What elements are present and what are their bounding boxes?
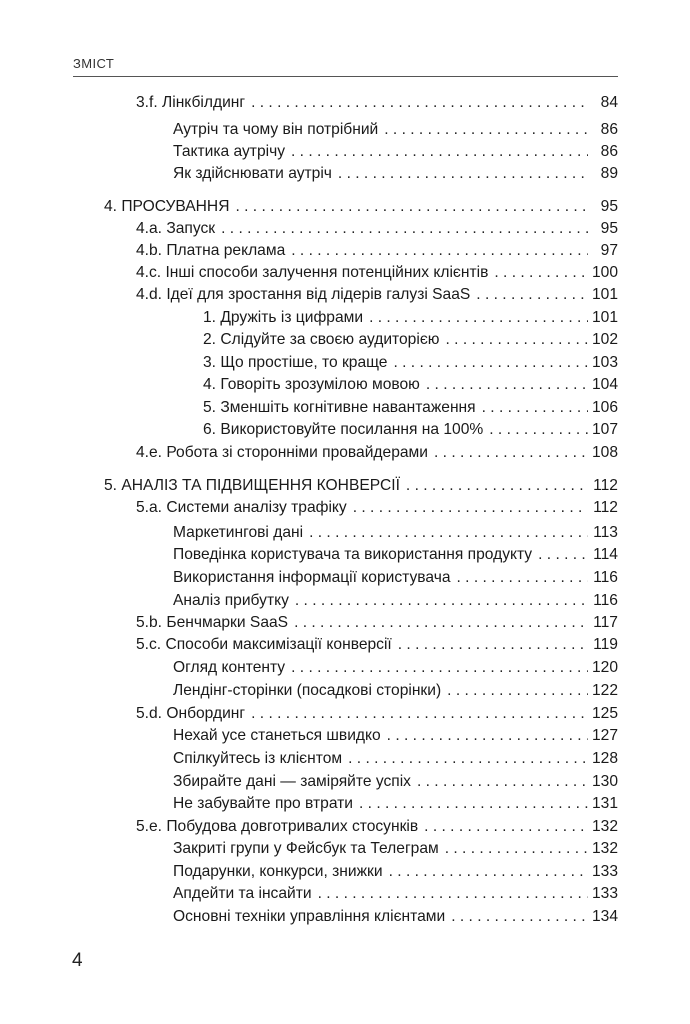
leader-dots	[251, 92, 588, 114]
toc-entry[interactable]	[173, 119, 618, 141]
toc-entry[interactable]	[173, 838, 618, 860]
toc-entry-title: 4.e. Робота зі сторонніми провайдерами	[136, 444, 428, 461]
toc-entry-title: Спілкуйтесь із клієнтом	[173, 750, 343, 767]
toc-entry-title: 6. Використовуйте посилання на 100%	[203, 421, 484, 438]
toc-entry[interactable]	[136, 262, 618, 284]
leader-dots	[294, 612, 588, 634]
running-head: ЗМІСТ	[73, 56, 115, 71]
toc-entry[interactable]	[136, 634, 618, 656]
toc-entry-page: 106	[591, 399, 618, 416]
toc-entry-page: 116	[593, 592, 618, 609]
toc-entry-page: 102	[591, 331, 618, 348]
toc-entry[interactable]	[173, 544, 618, 566]
toc-entry-page: 84	[600, 94, 618, 111]
toc-entry[interactable]	[173, 141, 618, 163]
toc-entry-title: Поведінка користувача та використання продукту	[173, 546, 533, 563]
toc-entry-title: 3.f. Лінкбілдинг	[136, 94, 246, 111]
toc-entry-page: 104	[591, 376, 618, 393]
toc-entry-title: 4. Говоріть зрозумілою мовою	[203, 376, 420, 393]
toc-entry-title: 4. ПРОСУВАННЯ	[104, 198, 230, 215]
toc-entry-title: Подарунки, конкурси, знижки	[173, 863, 383, 880]
leader-dots	[451, 906, 588, 928]
toc-entry[interactable]	[173, 748, 618, 770]
toc-entry-page: 133	[591, 863, 618, 880]
toc-entry-page: 100	[591, 264, 618, 281]
toc-entry-title: 4.b. Платна реклама	[136, 242, 286, 259]
toc-entry-title: Збирайте дані — заміряйте успіх	[173, 773, 411, 790]
toc-entry-title: 1. Дружіть із цифрами	[203, 309, 364, 326]
leader-dots	[445, 329, 587, 351]
toc-entry-title: 5.d. Онбординг	[136, 705, 246, 722]
toc-entry[interactable]	[136, 612, 618, 634]
toc-entry-page: 116	[593, 569, 618, 586]
toc-entry-page: 117	[593, 614, 618, 631]
leader-dots	[291, 240, 588, 262]
toc-entry[interactable]	[173, 680, 618, 702]
toc-entry-page: 108	[591, 444, 618, 461]
leader-dots	[291, 657, 588, 679]
page-number: 4	[72, 950, 83, 971]
leader-dots	[482, 397, 588, 419]
toc-entry[interactable]	[203, 374, 618, 396]
toc-entry-title: Огляд контенту	[173, 659, 286, 676]
toc-entry-title: 5. Зменшіть когнітивне навантаження	[203, 399, 476, 416]
toc-entry-title: Аутріч та чому він потрібний	[173, 121, 379, 138]
leader-dots	[318, 883, 588, 905]
toc-entry-title: Лендінг-сторінки (посадкові сторінки)	[173, 682, 442, 699]
toc-entry-page: 101	[591, 286, 618, 303]
toc-entry[interactable]	[104, 475, 618, 497]
toc-entry-page: 107	[591, 421, 618, 438]
leader-dots	[447, 680, 588, 702]
toc-entry[interactable]	[203, 329, 618, 351]
toc-entry-title: Аналіз прибутку	[173, 592, 289, 609]
toc-entry[interactable]	[136, 284, 618, 306]
toc-entry-page: 113	[593, 524, 618, 541]
toc-entry-page: 133	[591, 885, 618, 902]
leader-dots	[369, 307, 588, 329]
toc-entry-title: 5.c. Способи максимізації конверсії	[136, 636, 392, 653]
leader-dots	[457, 567, 588, 589]
toc-entry-title: Маркетингові дані	[173, 524, 304, 541]
leader-dots	[338, 163, 588, 185]
toc-entry-title: Основні техніки управління клієнтами	[173, 908, 446, 925]
leader-dots	[251, 703, 588, 725]
toc-entry-page: 114	[593, 546, 618, 563]
leader-dots	[295, 590, 588, 612]
toc-entry-title: Тактика аутрічу	[173, 143, 286, 160]
toc-entry-page: 101	[591, 309, 618, 326]
toc-entry-title: Не забувайте про втрати	[173, 795, 353, 812]
toc-entry[interactable]	[173, 522, 618, 544]
toc-entry[interactable]	[173, 567, 618, 589]
toc-entry[interactable]	[203, 419, 618, 441]
toc-entry[interactable]	[203, 352, 618, 374]
leader-dots	[494, 262, 588, 284]
toc-entry-title: 5. АНАЛІЗ ТА ПІДВИЩЕННЯ КОНВЕРСІЇ	[104, 477, 400, 494]
toc-entry[interactable]	[173, 163, 618, 185]
toc-entry-title: Як здійснювати аутріч	[173, 165, 332, 182]
toc-entry-page: 112	[593, 477, 618, 494]
leader-dots	[359, 793, 588, 815]
leader-dots	[417, 771, 588, 793]
toc-entry-page: 97	[600, 242, 618, 259]
toc-entry[interactable]	[136, 240, 618, 262]
toc-entry[interactable]	[173, 861, 618, 883]
toc-entry[interactable]	[136, 816, 618, 838]
leader-dots	[398, 634, 588, 656]
leader-dots	[489, 419, 588, 441]
toc-entry-page: 86	[600, 121, 618, 138]
toc-entry-title: 5.a. Системи аналізу трафіку	[136, 499, 347, 516]
leader-dots	[384, 119, 588, 141]
toc-entry-title: Нехай усе станеться швидко	[173, 727, 381, 744]
toc-entry[interactable]	[203, 307, 618, 329]
leader-dots	[309, 522, 588, 544]
toc-entry[interactable]	[136, 92, 618, 114]
toc-entry-page: 112	[593, 499, 618, 516]
toc-entry-page: 131	[591, 795, 618, 812]
toc-entry[interactable]	[173, 883, 618, 905]
toc-entry-page: 132	[591, 840, 618, 857]
toc-entry-page: 89	[600, 165, 618, 182]
leader-dots	[426, 374, 588, 396]
leader-dots	[538, 544, 588, 566]
leader-dots	[406, 475, 588, 497]
toc-entry[interactable]	[104, 196, 618, 218]
toc-entry-page: 127	[591, 727, 618, 744]
leader-dots	[387, 725, 588, 747]
toc-entry-page: 128	[591, 750, 618, 767]
toc-entry-title: 3. Що простіше, то краще	[203, 354, 388, 371]
toc-entry[interactable]	[173, 906, 618, 928]
toc-entry[interactable]	[173, 771, 618, 793]
toc-entry-page: 122	[591, 682, 618, 699]
toc-entry[interactable]	[203, 397, 618, 419]
toc-entry[interactable]	[136, 703, 618, 725]
toc-entry-page: 103	[591, 354, 618, 371]
toc-entry-page: 125	[591, 705, 618, 722]
toc-entry[interactable]	[136, 218, 618, 240]
leader-dots	[235, 196, 588, 218]
leader-dots	[221, 218, 588, 240]
toc-entry-page: 134	[591, 908, 618, 925]
header-rule	[73, 76, 618, 77]
toc-entry-title: 5.b. Бенчмарки SaaS	[136, 614, 289, 631]
toc-entry-title: 2. Слідуйте за своєю аудиторією	[203, 331, 440, 348]
toc-entry-page: 95	[600, 198, 618, 215]
leader-dots	[353, 497, 588, 519]
toc-entry-title: 5.e. Побудова довготривалих стосунків	[136, 818, 419, 835]
toc-entry-page: 132	[591, 818, 618, 835]
leader-dots	[291, 141, 588, 163]
toc-entry-title: 4.d. Ідеї для зростання від лідерів галузі SaaS	[136, 286, 471, 303]
toc-entry[interactable]	[173, 657, 618, 679]
toc-entry[interactable]	[173, 590, 618, 612]
leader-dots	[389, 861, 588, 883]
toc-entry[interactable]	[173, 725, 618, 747]
leader-dots	[348, 748, 588, 770]
leader-dots	[434, 442, 588, 464]
toc-entry-title: 4.c. Інші способи залучення потенційних клієнтів	[136, 264, 489, 281]
leader-dots	[393, 352, 588, 374]
toc-entry-page: 95	[600, 220, 618, 237]
toc-entry-page: 130	[591, 773, 618, 790]
leader-dots	[424, 816, 588, 838]
leader-dots	[476, 284, 588, 306]
toc-entry-page: 119	[593, 636, 618, 653]
toc-entry-page: 86	[600, 143, 618, 160]
toc-entry-title: Апдейти та інсайти	[173, 885, 312, 902]
toc-entry[interactable]	[173, 793, 618, 815]
toc-entry-title: Закриті групи у Фейсбук та Телеграм	[173, 840, 439, 857]
toc-entry[interactable]	[136, 442, 618, 464]
toc-entry-title: 4.a. Запуск	[136, 220, 216, 237]
toc-entry-page: 120	[591, 659, 618, 676]
toc-entry-title: Використання інформації користувача	[173, 569, 451, 586]
leader-dots	[445, 838, 588, 860]
toc-entry[interactable]	[136, 497, 618, 519]
